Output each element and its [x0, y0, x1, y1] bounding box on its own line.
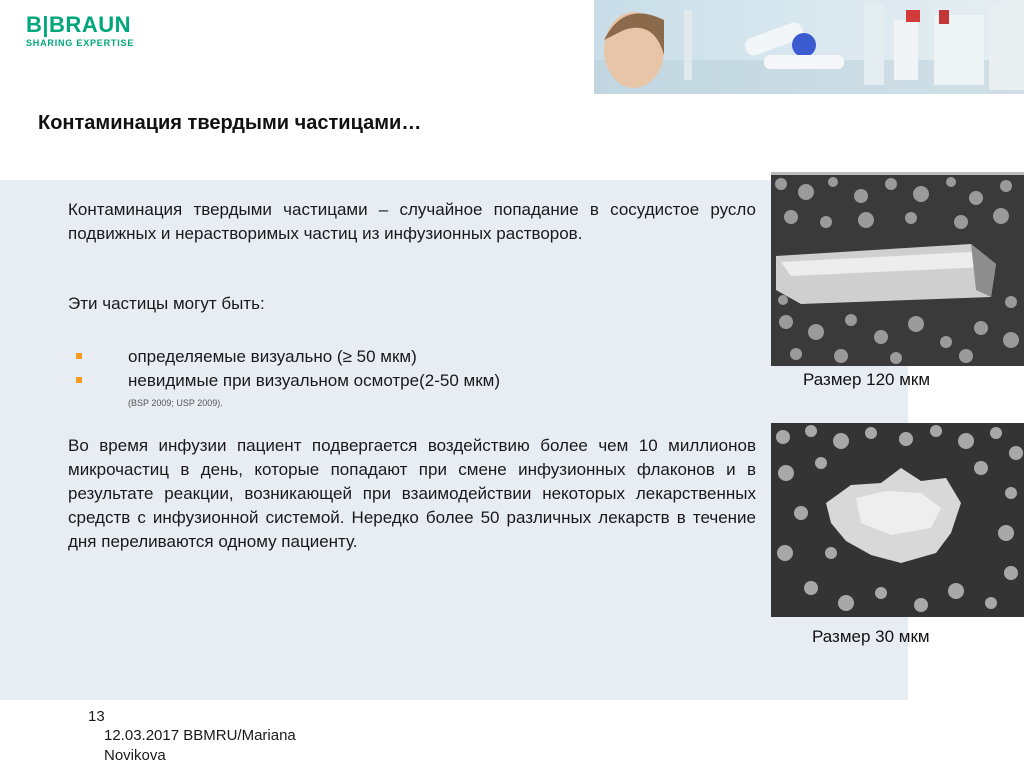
slide-title: Контаминация твердыми частицами…	[38, 112, 422, 134]
micrograph-30um	[771, 423, 1024, 617]
list-item	[76, 345, 500, 369]
logo-tagline: SHARING EXPERTISE	[26, 38, 135, 48]
logo-wordmark: B|BRAUN	[26, 12, 131, 37]
bullet-text: определяемые визуально (≥ 50 мкм)	[128, 347, 417, 366]
bullet-marker	[76, 377, 82, 383]
source-citation: (BSP 2009; USP 2009).	[128, 398, 223, 408]
particles-intro: Эти частицы могут быть:	[68, 294, 265, 313]
page-number: 13	[88, 708, 105, 725]
micrograph-caption-1: Размер 120 мкм	[803, 370, 931, 389]
header-photo	[594, 0, 1024, 94]
bullet-list	[76, 345, 500, 393]
micrograph-caption-2: Размер 30 мкм	[812, 627, 930, 646]
micrograph-120um	[771, 172, 1024, 366]
bullet-marker	[76, 353, 82, 359]
definition-paragraph: Контаминация твердыми частицами – случайное попадание в сосудистое русло подвижных и нерастворимых частиц из инфузионных растворов.	[68, 200, 756, 243]
bbraun-logo	[26, 14, 134, 48]
infusion-paragraph: Во время инфузии пациент подвергается воздействию более чем 10 миллионов микрочастиц в день, которые попадают при смене инфузионных флаконов и в результате реакции, возникающей при взаимодействии некоторых лекарственных средств с инфузионной системой. Нередко более 50 различных лекарств в течение дня переливаются одному пациенту.	[68, 436, 756, 551]
bullet-text: невидимые при визуальном осмотре(2-50 мкм)	[128, 371, 500, 390]
list-item	[76, 369, 500, 393]
footer-text: 12.03.2017 BBMRU/Mariana Novikova	[104, 727, 296, 764]
